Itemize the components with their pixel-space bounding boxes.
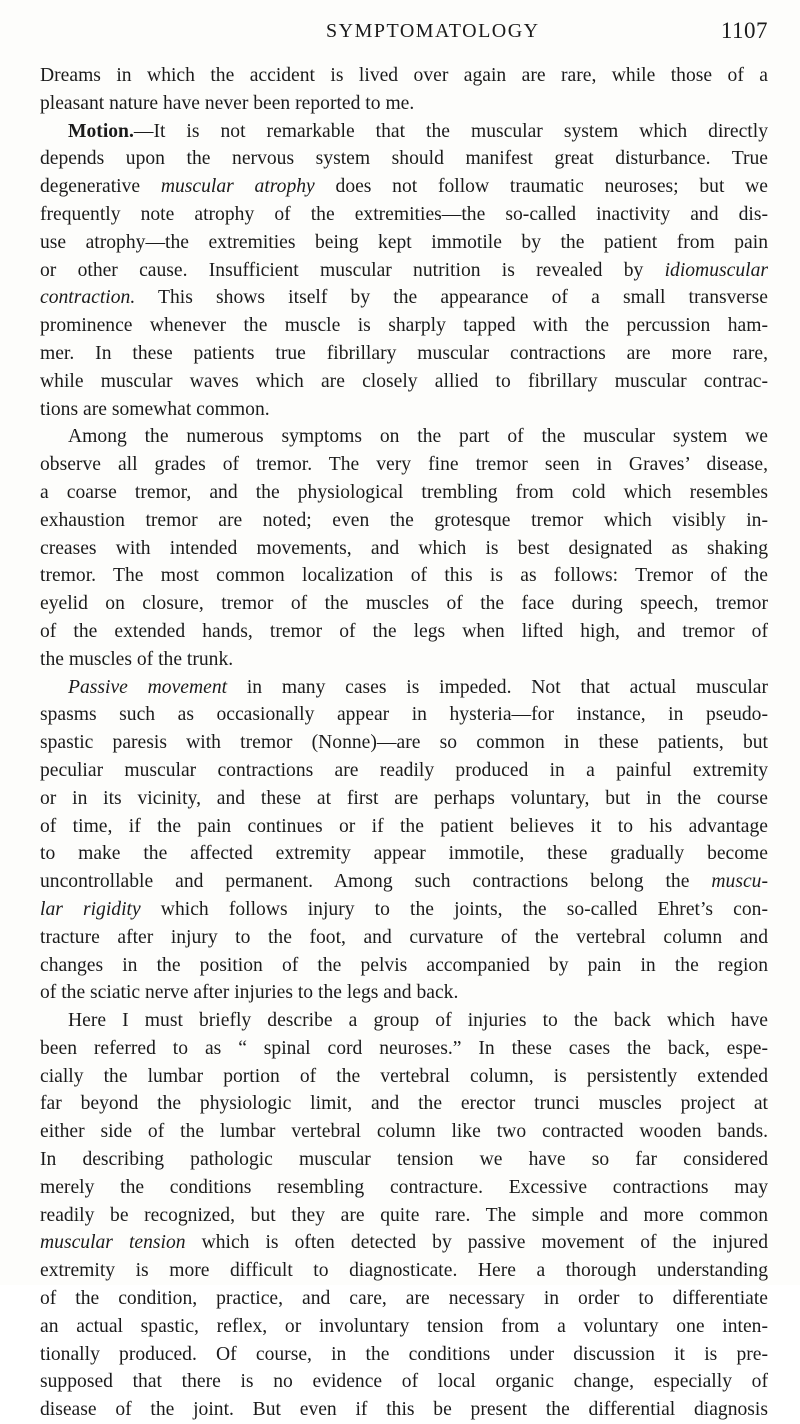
text-line	[40, 1368, 768, 1396]
text-run: does not follow traumatic neuroses; but we	[314, 176, 769, 198]
text-run: creases with intended movements, and which is best designated as shaking	[40, 537, 768, 559]
text-run: use atrophy—the extremities being kept immotile by the patient from pain	[40, 231, 768, 253]
text-run: or other cause. Insufficient muscular nutrition is revealed by	[40, 259, 665, 281]
body-text	[40, 62, 768, 1424]
text-run: observe all grades of tremor. The very fine tremor seen in Graves’ disease,	[40, 454, 768, 476]
text-run: pleasant nature have never been reported to me.	[40, 92, 415, 114]
text-line	[40, 535, 768, 563]
text-line	[40, 1229, 768, 1257]
text-run: tionally produced. Of course, in the conditions under discussion it is pre-	[40, 1343, 768, 1365]
text-line	[40, 451, 768, 479]
text-line	[40, 1035, 768, 1063]
paragraph	[40, 118, 768, 424]
text-run: in many cases is impeded. Not that actual muscular	[227, 676, 768, 698]
paragraph	[40, 62, 768, 118]
text-run: far beyond the physiologic limit, and the erector trunci muscles project at	[40, 1093, 768, 1115]
text-run: been referred to as “ spinal cord neuroses.” In these cases the back, espe-	[40, 1037, 768, 1059]
text-run: depends upon the nervous system should manifest great disturbance. True	[40, 148, 768, 170]
paragraph	[40, 423, 768, 673]
text-run: of time, if the pain continues or if the patient believes it to his advantage	[40, 815, 768, 837]
text-line	[40, 62, 768, 90]
text-line	[40, 423, 768, 451]
text-run: an actual spastic, reflex, or involuntary tension from a voluntary one inten-	[40, 1315, 768, 1337]
text-line	[40, 145, 768, 173]
text-run: readily be recognized, but they are quite rare. The simple and more common	[40, 1204, 768, 1226]
text-line	[40, 868, 768, 896]
running-title: SYMPTOMATOLOGY	[326, 20, 540, 42]
bold-run: Motion.	[68, 120, 134, 142]
text-run: of the sciatic nerve after injuries to the legs and back.	[40, 982, 459, 1004]
text-run: Here I must briefly describe a group of injuries to the back which have	[68, 1010, 768, 1032]
text-run: uncontrollable and permanent. Among such contractions belong the	[40, 871, 712, 893]
text-line	[40, 1285, 768, 1313]
text-line	[40, 1202, 768, 1230]
paragraph	[40, 1007, 768, 1424]
text-run: to make the affected extremity appear immotile, these gradually become	[40, 843, 768, 865]
text-line	[40, 312, 768, 340]
text-run: prominence whenever the muscle is sharply tapped with the percussion ham-	[40, 315, 768, 337]
text-run: eyelid on closure, tremor of the muscles of the face during speech, tremor	[40, 593, 768, 615]
text-line	[40, 1146, 768, 1174]
text-line	[40, 618, 768, 646]
text-line	[40, 90, 768, 118]
text-line	[40, 1341, 768, 1369]
italic-run: muscular tension	[40, 1232, 186, 1254]
text-line	[40, 340, 768, 368]
text-line	[40, 1090, 768, 1118]
text-run: which follows injury to the joints, the so-called Ehret’s con-	[140, 898, 768, 920]
text-line	[40, 1313, 768, 1341]
text-run: either side of the lumbar vertebral column like two contracted wooden bands.	[40, 1121, 768, 1143]
text-run: of the extended hands, tremor of the legs when lifted high, and tremor of	[40, 620, 768, 642]
italic-run: contraction.	[40, 287, 136, 309]
italic-run: lar rigidity	[40, 898, 141, 920]
text-line	[40, 646, 768, 674]
text-run: the muscles of the trunk.	[40, 648, 234, 670]
text-run: frequently note atrophy of the extremities—the so-called inactivity and dis-	[40, 203, 768, 225]
text-line	[40, 924, 768, 952]
text-line	[40, 952, 768, 980]
text-line	[40, 785, 768, 813]
text-run: of the condition, practice, and care, are necessary in order to differentiate	[40, 1288, 768, 1310]
text-line	[40, 229, 768, 257]
text-run: peculiar muscular contractions are readily produced in a painful extremity	[40, 759, 768, 781]
text-line	[40, 813, 768, 841]
text-line	[40, 284, 768, 312]
text-run: tions are somewhat common.	[40, 398, 270, 420]
text-line	[40, 1118, 768, 1146]
text-line	[40, 479, 768, 507]
text-run: extremity is more difficult to diagnosticate. Here a thorough understanding	[40, 1260, 768, 1282]
italic-run: muscular atrophy	[160, 176, 315, 198]
text-run: Dreams in which the accident is lived over again are rare, while those of a	[40, 65, 768, 86]
running-head	[40, 12, 768, 52]
text-line	[40, 674, 768, 702]
text-line	[40, 562, 768, 590]
text-line	[40, 1007, 768, 1035]
text-line	[40, 701, 768, 729]
text-run: mer. In these patients true fibrillary muscular contractions are more rare,	[40, 342, 768, 364]
text-run: —It is not remarkable that the muscular system which directly	[133, 120, 768, 142]
italic-run: muscu-	[711, 871, 768, 893]
text-run: cially the lumbar portion of the vertebral column, is persistently extended	[40, 1065, 768, 1087]
text-run: This shows itself by the appearance of a small transverse	[135, 287, 768, 309]
text-run: supposed that there is no evidence of local organic change, especially of	[40, 1371, 768, 1393]
text-run: merely the conditions resembling contracture. Excessive contractions may	[40, 1176, 768, 1198]
text-line	[40, 396, 768, 424]
text-run: spastic paresis with tremor (Nonne)—are so common in these patients, but	[40, 732, 768, 754]
text-line	[40, 1396, 768, 1424]
text-line	[40, 840, 768, 868]
text-line	[40, 507, 768, 535]
text-run: while muscular waves which are closely allied to fibrillary muscular contrac-	[40, 370, 768, 392]
text-run: exhaustion tremor are noted; even the grotesque tremor which visibly in-	[40, 509, 768, 531]
text-line	[40, 896, 768, 924]
page-number: 1107	[720, 18, 768, 43]
text-line	[40, 590, 768, 618]
text-run: In describing pathologic muscular tension we have so far considered	[40, 1149, 768, 1171]
paragraph	[40, 674, 768, 1008]
text-line	[40, 368, 768, 396]
text-run: changes in the position of the pelvis accompanied by pain in the region	[40, 954, 768, 976]
italic-run: idiomuscular	[664, 259, 768, 281]
text-line	[40, 1257, 768, 1285]
text-line	[40, 257, 768, 285]
text-run: tracture after injury to the foot, and curvature of the vertebral column and	[40, 926, 768, 948]
text-line	[40, 757, 768, 785]
text-run: spasms such as occasionally appear in hysteria—for instance, in pseudo-	[40, 704, 768, 726]
text-run: Among the numerous symptoms on the part of the muscular system we	[68, 426, 768, 448]
text-run: tremor. The most common localization of this is as follows: Tremor of the	[40, 565, 768, 587]
text-line	[40, 979, 768, 1007]
text-line	[40, 173, 768, 201]
text-line	[40, 118, 768, 146]
italic-run: Passive movement	[68, 676, 228, 698]
text-line	[40, 201, 768, 229]
text-run: disease of the joint. But even if this be present the differential diagnosis	[40, 1399, 768, 1421]
text-line	[40, 729, 768, 757]
text-run: which is often detected by passive movement of the injured	[185, 1232, 768, 1254]
text-run: degenerative	[40, 176, 161, 198]
text-run: or in its vicinity, and these at first are perhaps voluntary, but in the course	[40, 787, 768, 809]
text-line	[40, 1063, 768, 1091]
text-run: a coarse tremor, and the physiological trembling from cold which resembles	[40, 481, 768, 503]
text-line	[40, 1174, 768, 1202]
